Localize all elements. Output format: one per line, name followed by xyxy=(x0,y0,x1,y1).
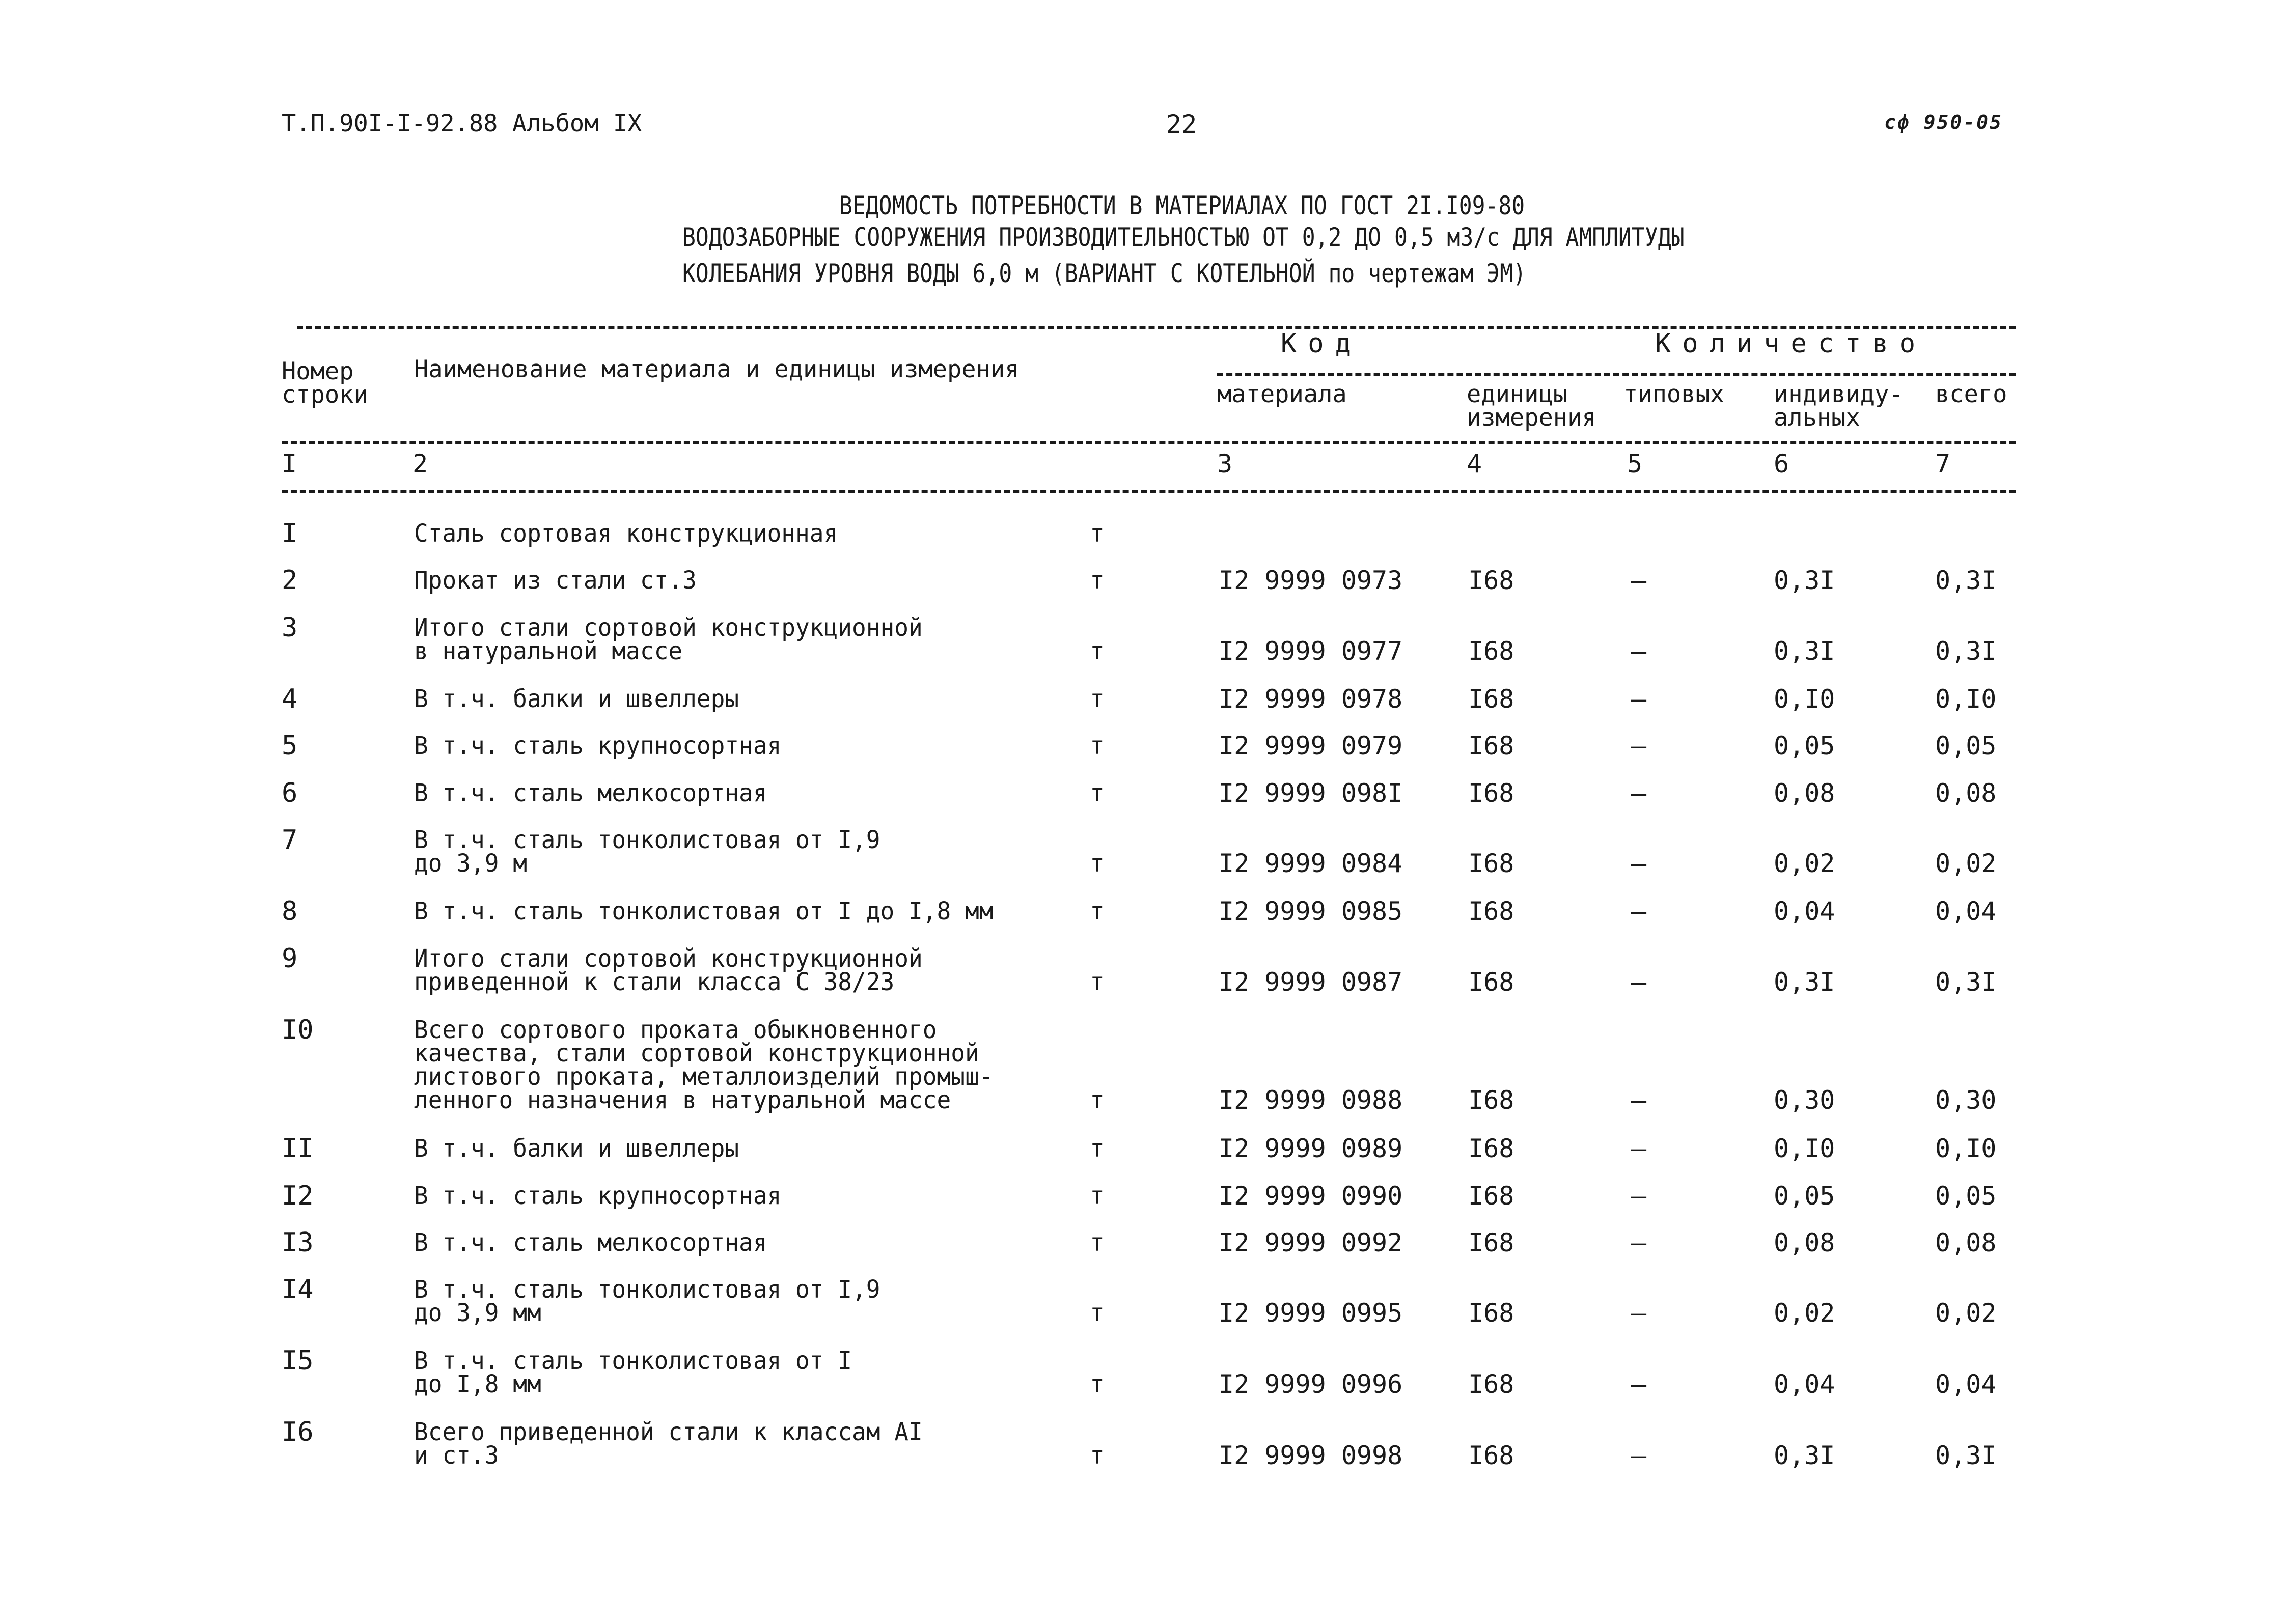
material-name-line: приведенной к стали класса С 38/23 xyxy=(414,968,895,996)
unit-code: I68 xyxy=(1468,967,1514,997)
typical-quantity: – xyxy=(1631,967,1647,997)
column-number-6: 6 xyxy=(1774,449,1789,479)
typical-quantity: – xyxy=(1631,731,1647,761)
individual-quantity: 0,3I xyxy=(1774,566,1835,595)
material-name-line: В т.ч. сталь тонколистовая от I,9 xyxy=(414,1275,880,1304)
individual-quantity: 0,05 xyxy=(1774,731,1835,761)
column-number-3: 3 xyxy=(1217,449,1233,479)
unit-code: I68 xyxy=(1468,1181,1514,1211)
material-name-line: в натуральной массе xyxy=(414,637,683,665)
material-name-line: В т.ч. сталь тонколистовая от I,9 xyxy=(414,826,880,854)
measurement-unit: т xyxy=(1090,637,1105,665)
material-code: I2 9999 0973 xyxy=(1219,566,1403,595)
typical-quantity: – xyxy=(1631,1181,1647,1211)
measurement-unit: т xyxy=(1090,1228,1105,1257)
material-name-line: листового проката, металлоизделий промыш- xyxy=(414,1062,994,1091)
total-quantity: 0,08 xyxy=(1935,1228,1997,1257)
document-code: сф 950-05 xyxy=(1884,111,2003,133)
typical-quantity: – xyxy=(1631,1298,1647,1328)
typical-quantity: – xyxy=(1631,1441,1647,1470)
header-bottom-rule xyxy=(282,441,2016,444)
row-number: II xyxy=(282,1133,314,1164)
typical-quantity: – xyxy=(1631,897,1647,926)
measurement-unit: т xyxy=(1090,1086,1105,1114)
material-code: I2 9999 0990 xyxy=(1219,1181,1403,1211)
material-code: I2 9999 0985 xyxy=(1219,897,1403,926)
typical-quantity: – xyxy=(1631,1228,1647,1257)
typical-quantity: – xyxy=(1631,636,1647,666)
row-number: 5 xyxy=(282,731,298,761)
material-code: I2 9999 0989 xyxy=(1219,1134,1403,1163)
material-name-line: В т.ч. сталь тонколистовая от I до I,8 мм xyxy=(414,897,994,926)
individual-quantity: 0,02 xyxy=(1774,1298,1835,1328)
document-title-line-1: ВЕДОМОСТЬ ПОТРЕБНОСТИ В МАТЕРИАЛАХ ПО ГОСТ 2I.I09-80 xyxy=(839,191,1525,220)
unit-code: I68 xyxy=(1468,731,1514,761)
unit-code: I68 xyxy=(1468,849,1514,878)
header-material-name: Наименование материала и единицы измерения xyxy=(414,355,1020,383)
total-quantity: 0,I0 xyxy=(1935,684,1997,714)
measurement-unit: т xyxy=(1090,1182,1105,1210)
row-number: 8 xyxy=(282,896,298,927)
individual-quantity: 0,I0 xyxy=(1774,684,1835,714)
total-quantity: 0,30 xyxy=(1935,1085,1997,1115)
material-name-line: Всего приведенной стали к классам AI xyxy=(414,1418,923,1446)
typical-quantity: – xyxy=(1631,778,1647,808)
measurement-unit: т xyxy=(1090,685,1105,713)
material-name-line: Итого стали сортовой конструкционной xyxy=(414,613,923,642)
total-quantity: 0,05 xyxy=(1935,731,1997,761)
row-number: 7 xyxy=(282,825,298,855)
typical-quantity: – xyxy=(1631,1134,1647,1163)
individual-quantity: 0,I0 xyxy=(1774,1134,1835,1163)
measurement-unit: т xyxy=(1090,779,1105,807)
individual-quantity: 0,3I xyxy=(1774,1441,1835,1470)
material-code: I2 9999 0978 xyxy=(1219,684,1403,714)
total-quantity: 0,3I xyxy=(1935,1441,1997,1470)
material-code: I2 9999 0996 xyxy=(1219,1369,1403,1399)
material-name-line: Сталь сортовая конструкционная xyxy=(414,519,838,548)
individual-quantity: 0,3I xyxy=(1774,636,1835,666)
header-unit-code xyxy=(1467,380,1596,432)
material-code: I2 9999 0984 xyxy=(1219,849,1403,878)
header-individual xyxy=(1774,380,1904,432)
header-individual-line-1: индивиду- xyxy=(1774,380,1904,408)
row-number: I5 xyxy=(282,1346,314,1376)
column-number-5: 5 xyxy=(1627,449,1643,479)
column-number-4: 4 xyxy=(1467,449,1482,479)
material-name-line: В т.ч. балки и швеллеры xyxy=(414,685,739,713)
material-name-line: В т.ч. сталь крупносортная xyxy=(414,1182,782,1210)
total-quantity: 0,02 xyxy=(1935,849,1997,878)
unit-code: I68 xyxy=(1468,1298,1514,1328)
material-name-line: до 3,9 м xyxy=(414,849,527,878)
column-number-1: I xyxy=(282,449,297,479)
document-title-line-3: КОЛЕБАНИЯ УРОВНЯ ВОДЫ 6,0 м (ВАРИАНТ С КОТЕЛЬНОЙ по чертежам ЭМ) xyxy=(682,259,1526,288)
material-code: I2 9999 098I xyxy=(1219,778,1403,808)
individual-quantity: 0,04 xyxy=(1774,897,1835,926)
material-code: I2 9999 0977 xyxy=(1219,636,1403,666)
row-number: I xyxy=(282,518,298,549)
material-code: I2 9999 0979 xyxy=(1219,731,1403,761)
measurement-unit: т xyxy=(1090,897,1105,926)
column-number-7: 7 xyxy=(1935,449,1951,479)
total-quantity: 0,05 xyxy=(1935,1181,1997,1211)
total-quantity: 0,3I xyxy=(1935,636,1997,666)
unit-code: I68 xyxy=(1468,897,1514,926)
measurement-unit: т xyxy=(1090,566,1105,595)
total-quantity: 0,08 xyxy=(1935,778,1997,808)
page-number: 22 xyxy=(1166,109,1197,139)
header-unit-code-line-2: измерения xyxy=(1467,404,1596,432)
material-name-line: В т.ч. сталь мелкосортная xyxy=(414,1228,767,1257)
unit-code: I68 xyxy=(1468,566,1514,595)
material-name-line: В т.ч. балки и швеллеры xyxy=(414,1134,739,1163)
header-code-group: Код xyxy=(1281,328,1362,359)
total-quantity: 0,02 xyxy=(1935,1298,1997,1328)
unit-code: I68 xyxy=(1468,1134,1514,1163)
typical-quantity: – xyxy=(1631,566,1647,595)
individual-quantity: 0,02 xyxy=(1774,849,1835,878)
header-row-number xyxy=(282,357,368,409)
material-name-line: Итого стали сортовой конструкционной xyxy=(414,944,923,973)
individual-quantity: 0,05 xyxy=(1774,1181,1835,1211)
material-name-line: ленного назначения в натуральной массе xyxy=(414,1086,951,1114)
typical-quantity: – xyxy=(1631,684,1647,714)
individual-quantity: 0,08 xyxy=(1774,778,1835,808)
measurement-unit: т xyxy=(1090,1134,1105,1163)
unit-code: I68 xyxy=(1468,1085,1514,1115)
material-name-line: Прокат из стали ст.3 xyxy=(414,566,697,595)
unit-code: I68 xyxy=(1468,1228,1514,1257)
material-code: I2 9999 0987 xyxy=(1219,967,1403,997)
row-number: I2 xyxy=(282,1181,314,1211)
album-reference: Т.П.90I-I-92.88 Альбом IX xyxy=(282,109,642,137)
measurement-unit: т xyxy=(1090,732,1105,760)
total-quantity: 0,I0 xyxy=(1935,1134,1997,1163)
measurement-unit: т xyxy=(1090,519,1105,548)
material-name-line: до I,8 мм xyxy=(414,1370,541,1398)
material-code: I2 9999 0998 xyxy=(1219,1441,1403,1470)
unit-code: I68 xyxy=(1468,778,1514,808)
header-individual-line-2: альных xyxy=(1774,404,1860,432)
header-material-code: материала xyxy=(1217,380,1347,408)
individual-quantity: 0,04 xyxy=(1774,1369,1835,1399)
material-code: I2 9999 0992 xyxy=(1219,1228,1403,1257)
material-name-line: качества, стали сортовой конструкционной xyxy=(414,1039,979,1068)
header-total: всего xyxy=(1935,380,2007,408)
unit-code: I68 xyxy=(1468,636,1514,666)
total-quantity: 0,3I xyxy=(1935,566,1997,595)
typical-quantity: – xyxy=(1631,1085,1647,1115)
material-name-line: до 3,9 мм xyxy=(414,1299,541,1327)
typical-quantity: – xyxy=(1631,1369,1647,1399)
measurement-unit: т xyxy=(1090,1370,1105,1398)
unit-code: I68 xyxy=(1468,684,1514,714)
header-row-number-line-2: строки xyxy=(282,381,368,409)
row-number: 2 xyxy=(282,565,298,596)
row-number: I4 xyxy=(282,1274,314,1305)
measurement-unit: т xyxy=(1090,968,1105,996)
column-numbers-rule xyxy=(282,490,2016,493)
total-quantity: 0,3I xyxy=(1935,967,1997,997)
material-name-line: Всего сортового проката обыкновенного xyxy=(414,1016,937,1044)
row-number: 3 xyxy=(282,612,298,643)
total-quantity: 0,04 xyxy=(1935,897,1997,926)
unit-code: I68 xyxy=(1468,1369,1514,1399)
header-unit-code-line-1: единицы xyxy=(1467,380,1568,408)
total-quantity: 0,04 xyxy=(1935,1369,1997,1399)
document-title-line-2: ВОДОЗАБОРНЫЕ СООРУЖЕНИЯ ПРОИЗВОДИТЕЛЬНОСТЬЮ ОТ 0,2 ДО 0,5 м3/с ДЛЯ АМПЛИТУДЫ xyxy=(682,222,1685,252)
material-name-line: и ст.3 xyxy=(414,1441,499,1470)
individual-quantity: 0,3I xyxy=(1774,967,1835,997)
measurement-unit: т xyxy=(1090,1299,1105,1327)
header-row-number-line-1: Номер xyxy=(282,357,354,385)
material-name-line: В т.ч. сталь тонколистовая от I xyxy=(414,1347,852,1375)
column-number-2: 2 xyxy=(412,449,428,479)
material-name-line: В т.ч. сталь крупносортная xyxy=(414,732,782,760)
row-number: 4 xyxy=(282,684,298,714)
material-name-line: В т.ч. сталь мелкосортная xyxy=(414,779,767,807)
material-code: I2 9999 0988 xyxy=(1219,1085,1403,1115)
unit-code: I68 xyxy=(1468,1441,1514,1470)
header-typical: типовых xyxy=(1623,380,1725,408)
row-number: 6 xyxy=(282,778,298,808)
measurement-unit: т xyxy=(1090,849,1105,878)
row-number: I0 xyxy=(282,1015,314,1045)
individual-quantity: 0,30 xyxy=(1774,1085,1835,1115)
individual-quantity: 0,08 xyxy=(1774,1228,1835,1257)
row-number: I3 xyxy=(282,1227,314,1258)
header-quantity-group: Количество xyxy=(1655,328,1927,359)
row-number: I6 xyxy=(282,1417,314,1447)
row-number: 9 xyxy=(282,943,298,974)
material-code: I2 9999 0995 xyxy=(1219,1298,1403,1328)
measurement-unit: т xyxy=(1090,1441,1105,1470)
header-group-rule xyxy=(1217,373,2016,376)
typical-quantity: – xyxy=(1631,849,1647,878)
